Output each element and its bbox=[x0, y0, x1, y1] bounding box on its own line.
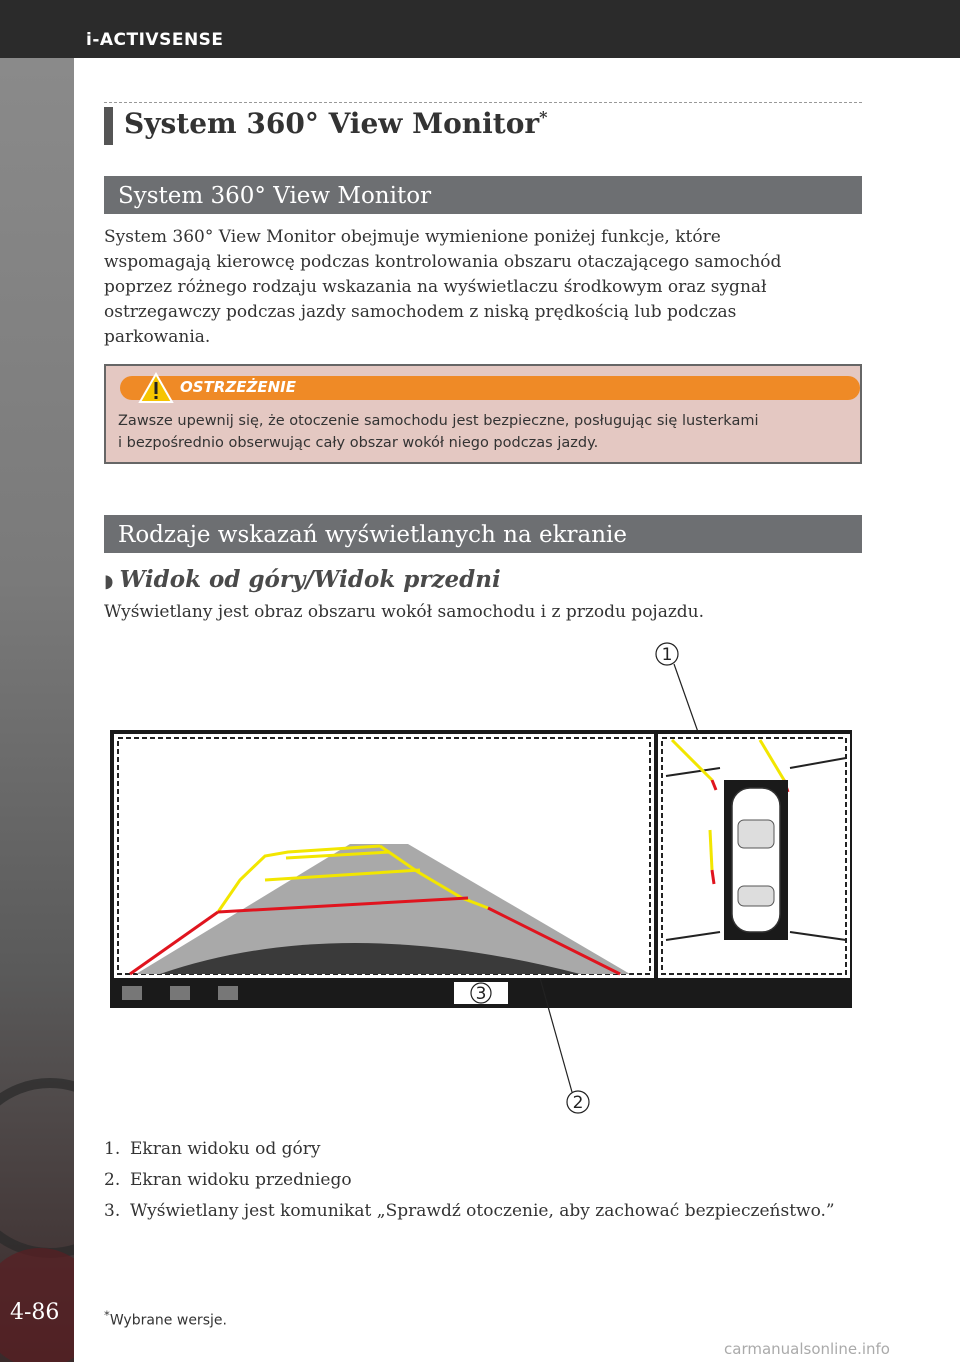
legend-text: Ekran widoku od góry bbox=[130, 1139, 321, 1159]
warning-line: i bezpośrednio obserwując cały obszar wokół niego podczas jazdy. bbox=[118, 435, 599, 451]
legend-item bbox=[104, 1165, 864, 1196]
legend-item bbox=[104, 1196, 864, 1227]
footnote-text: Wybrane wersje. bbox=[109, 1312, 227, 1329]
callout-3-label: 3 bbox=[475, 984, 487, 1004]
subheading-text: Widok od góry/Widok przedni bbox=[119, 566, 501, 593]
legend-number: 3. bbox=[104, 1201, 121, 1221]
figure-legend bbox=[104, 1134, 864, 1227]
legend-number: 1. bbox=[104, 1139, 121, 1159]
title-block bbox=[104, 102, 862, 147]
warning-label: OSTRZEŻENIE bbox=[180, 378, 296, 396]
footnote-marker: * bbox=[104, 1308, 110, 1322]
sensor-icon-center-left bbox=[170, 986, 190, 1000]
paragraph-line: poprzez różnego rodzaju wskazania na wyświetlaczu środkowym oraz sygnał bbox=[104, 277, 767, 297]
left-strip-photo bbox=[0, 58, 74, 1362]
top-bar bbox=[0, 0, 960, 58]
intro-paragraph bbox=[104, 225, 864, 350]
subheading-marker: ◗ bbox=[104, 571, 114, 592]
top-guide-yellow-3 bbox=[710, 830, 712, 870]
paragraph-line: ostrzegawczy podczas jazdy samochodem z niską prędkością lub podczas bbox=[104, 302, 737, 322]
paragraph-line: System 360° View Monitor obejmuje wymienione poniżej funkcje, które bbox=[104, 227, 721, 247]
top-guide-red-3 bbox=[712, 870, 714, 884]
monitor-figure bbox=[100, 640, 860, 1120]
legend-text: Wyświetlany jest komunikat „Sprawdź otoczenie, aby zachować bezpieczeństwo.” bbox=[130, 1201, 835, 1221]
legend-text: Ekran widoku przedniego bbox=[130, 1170, 352, 1190]
steering-wheel-shape bbox=[0, 1078, 74, 1258]
car-windshield bbox=[738, 820, 774, 848]
sensor-icons bbox=[122, 986, 238, 1000]
sensor-icon-center-right bbox=[218, 986, 238, 1000]
warning-triangle-icon bbox=[138, 372, 174, 404]
warning-text bbox=[118, 410, 848, 454]
callout-3 bbox=[471, 983, 491, 1004]
sensor-icon-left bbox=[122, 986, 142, 1000]
sub-heading bbox=[104, 566, 501, 593]
legend-number: 2. bbox=[104, 1170, 121, 1190]
watermark: carmanualsonline.info bbox=[724, 1340, 890, 1358]
car-top-view bbox=[732, 788, 780, 932]
page-title bbox=[124, 107, 548, 140]
warning-line: Zawsze upewnij się, że otoczenie samochodu jest bezpieczne, posługując się lusterkami bbox=[118, 413, 759, 429]
view-description: Wyświetlany jest obraz obszaru wokół samochodu i z przodu pojazdu. bbox=[104, 602, 705, 622]
car-rear-window bbox=[738, 886, 774, 906]
paragraph-line: wspomagają kierowcę podczas kontrolowania obszaru otaczającego samochód bbox=[104, 252, 782, 272]
section-heading-1: System 360° View Monitor bbox=[104, 176, 862, 214]
section-heading-2: Rodzaje wskazań wyświetlanych na ekranie bbox=[104, 515, 862, 553]
title-bar-mark bbox=[104, 107, 113, 145]
legend-item bbox=[104, 1134, 864, 1165]
warning-header bbox=[120, 376, 860, 400]
callout-2-label: 2 bbox=[572, 1093, 584, 1113]
page-number: 4-86 bbox=[10, 1300, 60, 1325]
page-title-text: System 360° View Monitor bbox=[124, 107, 540, 140]
callout-1-label: 1 bbox=[661, 645, 673, 665]
paragraph-line: parkowania. bbox=[104, 327, 211, 347]
footnote bbox=[104, 1308, 227, 1329]
section-label: i-ACTIVSENSE bbox=[86, 30, 224, 50]
warning-box bbox=[104, 364, 862, 464]
callout-1 bbox=[656, 643, 698, 732]
title-asterisk: * bbox=[539, 107, 548, 127]
